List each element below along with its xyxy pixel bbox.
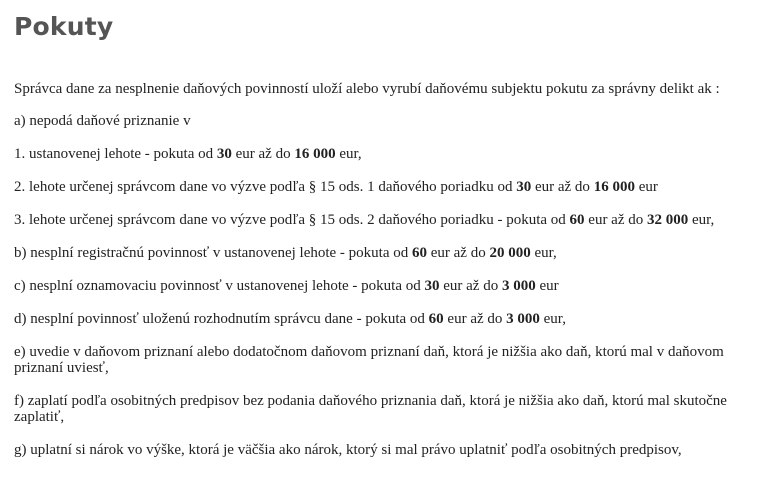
page-title: Pokuty (14, 12, 114, 41)
penalty-item (14, 212, 762, 228)
penalty-item (14, 311, 762, 327)
penalty-text: b) nesplní registračnú povinnosť v ustanovenej lehote - pokuta od (14, 245, 412, 261)
penalty-text: 2. lehote určenej správcom dane vo výzve podľa § 15 ods. 1 daňového poriadku od (14, 179, 517, 195)
penalty-text: eur až do (584, 212, 647, 228)
penalty-item (14, 146, 762, 162)
amount-value: 16 000 (593, 179, 635, 195)
amount-value: 60 (428, 311, 444, 327)
penalty-text: eur (535, 278, 559, 294)
amount-value: 60 (412, 245, 427, 261)
amount-value: 30 (424, 278, 440, 294)
penalty-item (14, 278, 762, 294)
penalty-text: d) nesplní povinnosť uloženú rozhodnutím správcu dane - pokuta od (14, 311, 429, 327)
penalty-item (14, 393, 762, 425)
penalty-text: eur, (539, 311, 566, 327)
penalty-list (14, 113, 762, 458)
penalty-text: f) zaplatí podľa osobitných predpisov bez podania daňového priznania daň, ktorá je nižšia ako daň, ktorú mal skutočne zaplatiť, (14, 393, 727, 425)
penalty-item (14, 113, 762, 129)
penalty-text: eur (634, 179, 658, 195)
penalty-text: e) uvedie v daňovom priznaní alebo dodatočnom daňovom priznaní daň, ktorá je nižšia ako daň, ktorú mal v daňovom priznaní uviesť, (14, 344, 724, 376)
penalty-item (14, 442, 762, 458)
penalty-text: eur až do (231, 146, 295, 162)
penalty-text: 1. ustanovenej lehote - pokuta od (14, 146, 217, 162)
amount-value: 32 000 (647, 212, 689, 228)
penalty-text: eur, (335, 146, 362, 162)
amount-value: 60 (569, 212, 585, 228)
penalty-text: a) nepodá daňové priznanie v (14, 113, 191, 129)
intro-paragraph: Správca dane za nesplnenie daňových povinností uloží alebo vyrubí daňovému subjektu pokutu za správny delikt ak : (14, 81, 720, 97)
penalty-item (14, 179, 762, 195)
penalty-text: 3. lehote určenej správcom dane vo výzve podľa § 15 ods. 2 daňového poriadku - pokuta od (14, 212, 570, 228)
penalty-item (14, 245, 762, 261)
penalty-text: eur až do (531, 179, 594, 195)
amount-value: 30 (516, 179, 532, 195)
amount-value: 30 (216, 146, 232, 162)
penalties-content (14, 81, 762, 458)
penalty-text: eur až do (439, 278, 502, 294)
amount-value: 3 000 (501, 278, 536, 294)
penalty-text: g) uplatní si nárok vo výške, ktorá je väčšia ako nárok, ktorý si mal právo uplatniť podľa osobitných predpisov, (14, 442, 682, 458)
amount-value: 16 000 (294, 146, 336, 162)
page (14, 0, 762, 475)
amount-value: 3 000 (506, 311, 540, 327)
penalty-item (14, 344, 762, 376)
penalty-text: eur, (530, 245, 557, 261)
penalty-text: c) nesplní oznamovaciu povinnosť v ustanovenej lehote - pokuta od (14, 278, 425, 294)
penalty-text: eur až do (443, 311, 507, 327)
penalty-text: eur, (688, 212, 715, 228)
amount-value: 20 000 (489, 245, 531, 261)
penalty-text: eur až do (427, 245, 490, 261)
